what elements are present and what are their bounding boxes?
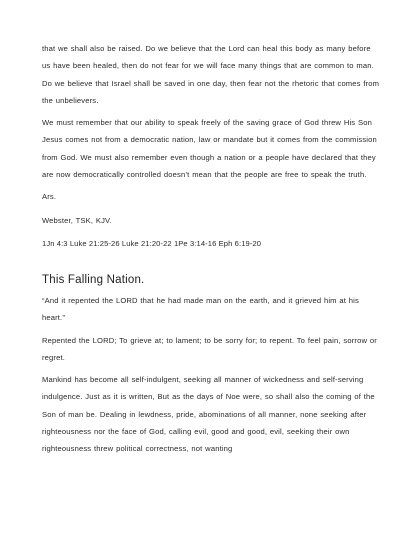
scripture-references: 1Jn 4:3 Luke 21:25-26 Luke 21:20-22 1Pe 3:14-16 Eph 6:19-20: [42, 238, 262, 248]
section-title: This Falling Nation.: [42, 273, 145, 286]
scripture-quote: “And it repented the LORD that he had made man on the earth, and it grieved him at his heart.”: [42, 295, 359, 323]
document-page: [42, 40, 380, 463]
paragraph-raised: that we shall also be raised. Do we believe that the Lord can heal this body as many before us have been healed, then do not fear for we will face many things that are common to man. Do we believe that Israel shall be saved in one day, then fear not the rhetoric that comes from the unbelievers.: [42, 44, 380, 105]
definition-paragraph: Repented the LORD; To grieve at; to lament; to be sorry for; to repent. To feel pain, sorrow or regret.: [42, 335, 377, 362]
body-paragraph: Mankind has become all self-indulgent, seeking all manner of wickedness and self-serving indulgence. Just as it is written, But as the days of Noe were, so shall also the coming of the Son of man be. Dealing in lewdness, pride, abominations of all manner, none seeking after righteousness nor the face of God, calling evil, good and good, evil, seeking their own righteousness threw political correctness, not wanting: [42, 375, 375, 454]
sources-line: Webster, TSK, KJV.: [42, 215, 112, 225]
paragraph-freedom-of-speech: We must remember that our ability to speak freely of the saving grace of God threw His Son Jesus comes not from a democratic nation, law or mandate but it comes from the commission from God. We must also remember even though a nation or a people have declared that they are now democratically controlled doesn’t mean that the people are free to speak the truth.: [42, 118, 377, 180]
author-signature: Ars.: [42, 192, 57, 202]
